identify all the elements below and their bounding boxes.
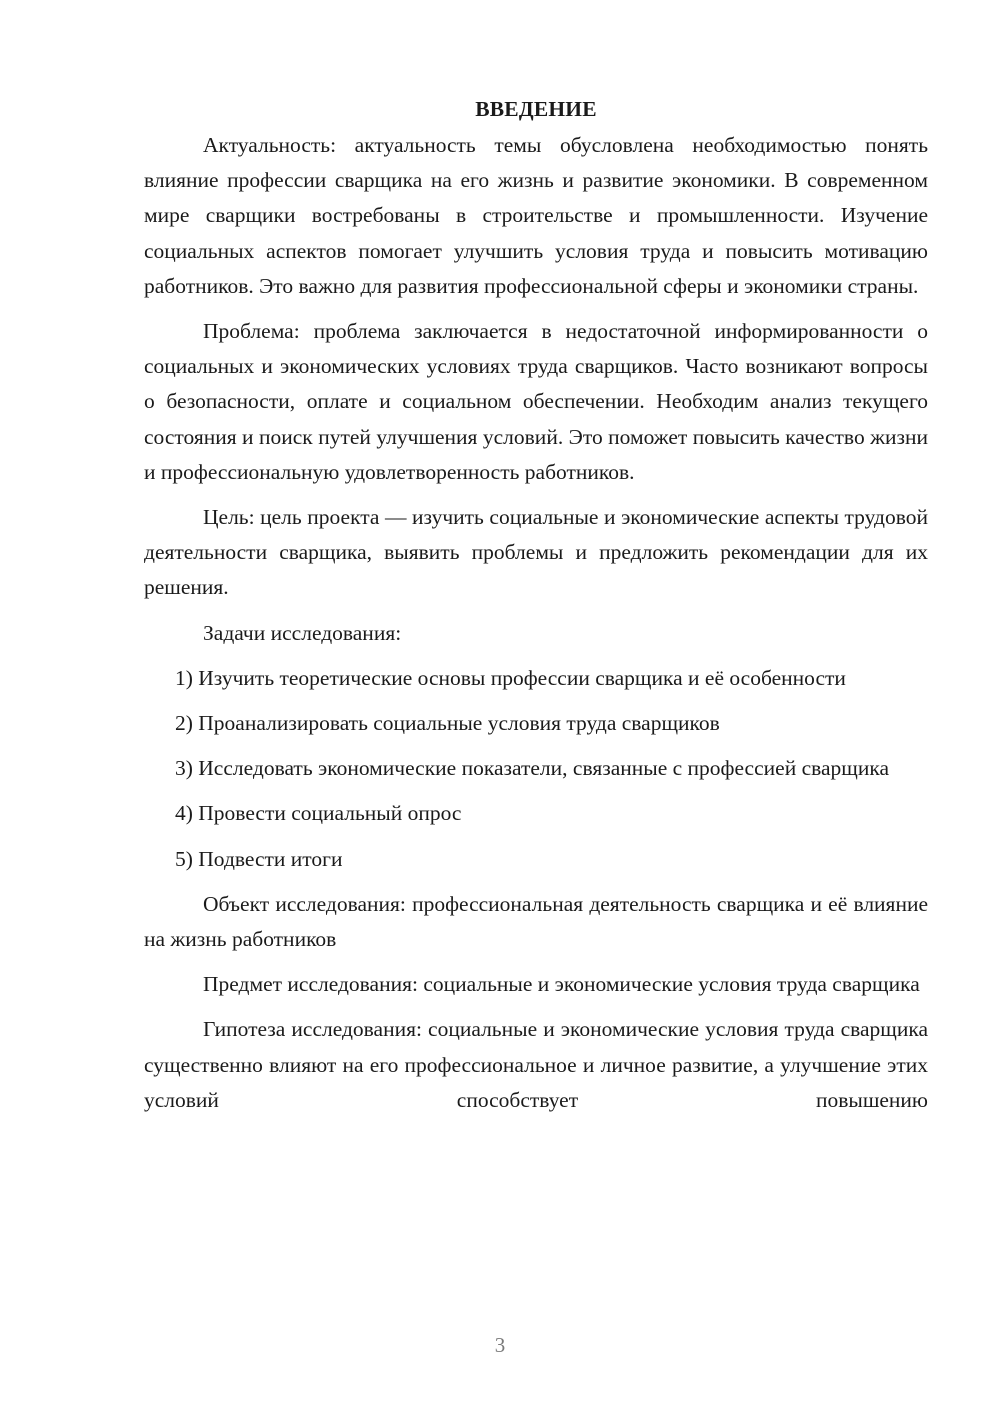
problem-paragraph: Проблема: проблема заключается в недостаточной информированности о социальных и экономических условиях труда сварщиков. Часто возникают вопросы о безопасности, оплате и социальном обеспечении. Необходим анализ текущего состояния и поиск путей улучшения условий. Это поможет повысить качество жизни и профессиональную удовлетворенность работников. (144, 319, 928, 484)
tasks-heading: Задачи исследования: (203, 620, 402, 645)
page-number: 3 (494, 1333, 506, 1357)
list-item: 4) Провести социальный опрос (175, 801, 462, 826)
list-item: 3) Исследовать экономические показатели, связанные с профессией сварщика (175, 756, 890, 781)
object-paragraph: Объект исследования: профессиональная деятельность сварщика и её влияние на жизнь работников (144, 891, 928, 952)
section-title: ВВЕДЕНИЕ (475, 97, 597, 121)
hypothesis-paragraph: Гипотеза исследования: социальные и экономические условия труда сварщика существенно влияют на его профессиональное и личное развитие, а улучшение этих условий способствует повышению (144, 1017, 928, 1112)
list-item: 1) Изучить теоретические основы профессии сварщика и её особенности (175, 665, 846, 690)
goal-paragraph: Цель: цель проекта — изучить социальные и экономические аспекты трудовой деятельности сварщика, выявить проблемы и предложить рекомендации для их решения. (144, 505, 928, 600)
relevance-paragraph: Актуальность: актуальность темы обусловлена необходимостью понять влияние профессии сварщика на его жизнь и развитие экономики. В современном мире сварщики востребованы в строительстве и промышленности. Изучение социальных аспектов помогает улучшить условия труда и повысить мотивацию работников. Это важно для развития профессиональной сферы и экономики страны. (144, 133, 928, 298)
list-item: 2) Проанализировать социальные условия труда сварщиков (175, 711, 720, 736)
document-page (144, 92, 928, 1128)
subject-paragraph: Предмет исследования: социальные и экономические условия труда сварщика (203, 972, 920, 997)
list-item: 5) Подвести итоги (175, 846, 343, 871)
